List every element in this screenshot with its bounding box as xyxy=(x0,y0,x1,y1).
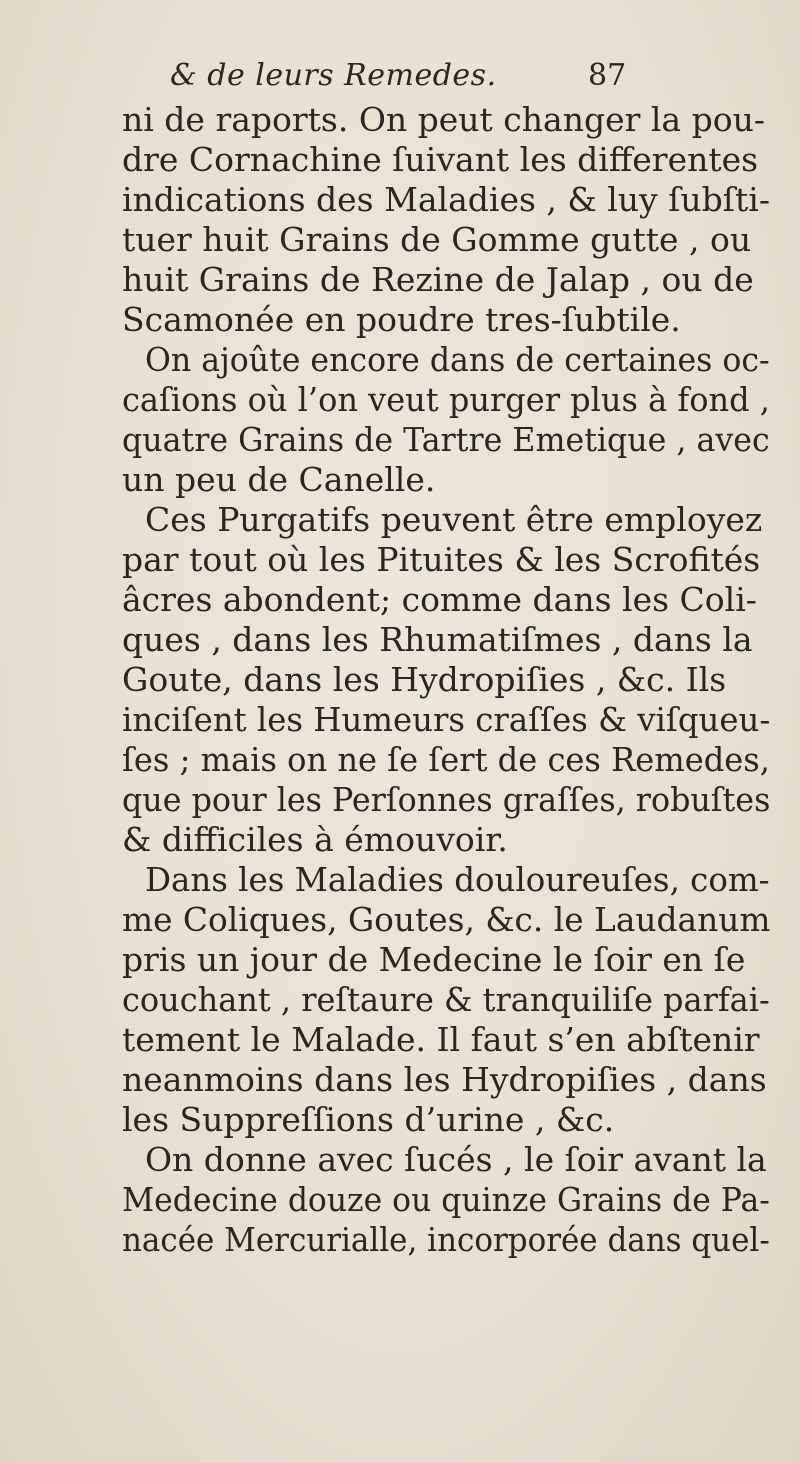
text-line: les Suppreſſions d’urine , &c. xyxy=(122,1100,615,1139)
text-line: Ces Purgatifs peuvent être employez xyxy=(145,500,763,539)
text-line: & difficiles à émouvoir. xyxy=(122,820,508,859)
text-line: ques , dans les Rhumatiſmes , dans la xyxy=(122,620,753,659)
page-header xyxy=(0,58,800,98)
running-head: & de leurs Remedes. xyxy=(170,58,497,93)
text-line: tement le Malade. Il faut s’en abſtenir xyxy=(122,1020,760,1059)
text-line: Scamonée en poudre tres-ſubtile. xyxy=(122,300,681,339)
text-line: tuer huit Grains de Gomme gutte , ou xyxy=(122,220,752,259)
text-line: inciſent les Humeurs craſſes & viſqueu- xyxy=(122,700,771,739)
text-line: Dans les Maladies douloureuſes, com- xyxy=(145,860,770,899)
text-line: On ajoûte encore dans de certaines oc- xyxy=(145,340,770,379)
text-line: me Coliques, Goutes, &c. le Laudanum xyxy=(122,900,771,939)
text-line: quatre Grains de Tartre Emetique , avec xyxy=(122,420,770,459)
text-line: Goute, dans les Hydropiſies , &c. Ils xyxy=(122,660,727,699)
text-line: dre Cornachine ſuivant les differentes xyxy=(122,140,759,179)
text-line: huit Grains de Rezine de Jalap , ou de xyxy=(122,260,754,299)
text-line: indications des Maladies , & luy ſubſti- xyxy=(122,180,770,219)
text-line: pris un jour de Medecine le ſoir en ſe xyxy=(122,940,746,979)
text-line: neanmoins dans les Hydropiſies , dans xyxy=(122,1060,767,1099)
text-line: couchant , reſtaure & tranquiliſe parfai- xyxy=(122,980,770,1019)
text-line: ſes ; mais on ne ſe ſert de ces Remedes, xyxy=(122,740,770,779)
text-line: On donne avec ſucés , le ſoir avant la xyxy=(145,1140,767,1179)
text-line: Medecine douze ou quinze Grains de Pa- xyxy=(122,1180,770,1219)
text-line: que pour les Perſonnes graſſes, robuſtes xyxy=(122,780,771,819)
text-line: caſions où l’on veut purger plus à fond , xyxy=(122,380,770,419)
text-line: ni de raports. On peut changer la pou- xyxy=(122,100,765,139)
text-line: par tout où les Pituites & les Scrofités xyxy=(122,540,761,579)
text-line: un peu de Canelle. xyxy=(122,460,436,499)
text-line: âcres abondent; comme dans les Coli- xyxy=(122,580,757,619)
page-number: 87 xyxy=(588,58,627,93)
text-line: nacée Mercurialle, incorporée dans quel- xyxy=(122,1220,770,1259)
